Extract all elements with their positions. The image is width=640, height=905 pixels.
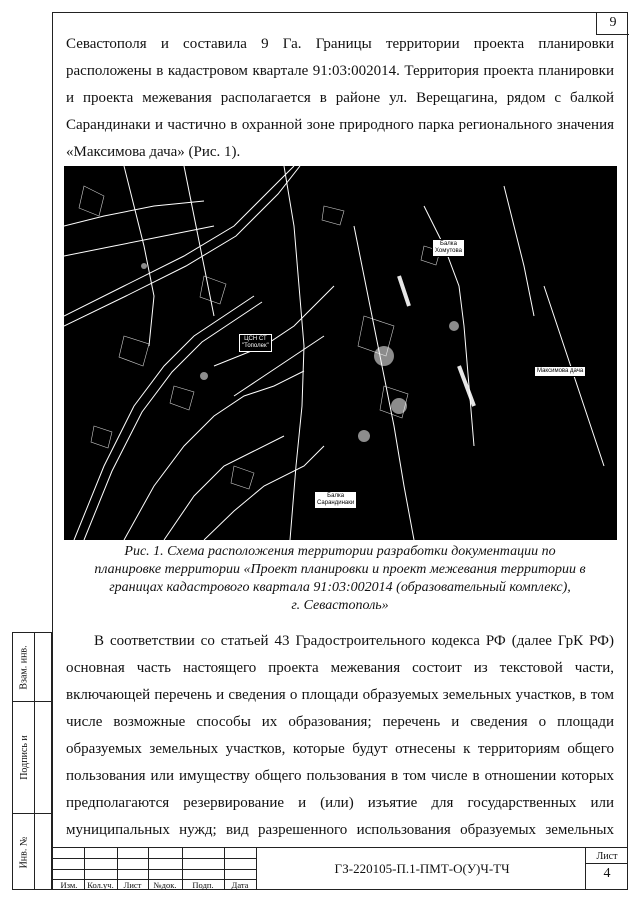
caption-line: планировке территории «Проект планировки и проект межевания территории в	[94, 562, 586, 577]
text-line: В соответствии со статьей 43 Градостроительного кодекса РФ (далее ГрК РФ)	[94, 633, 614, 649]
stamp-podpis: Подпись и	[18, 734, 30, 780]
text-line: образуемых земельных участков, которые будут отнесены к территориям общего	[66, 741, 614, 757]
stamp-inv-no: Инв. №	[18, 836, 30, 868]
sheet-number: 4	[603, 866, 611, 881]
text-line: и проекта межевания располагается в районе ул. Верещагина, рядом с балкой	[66, 90, 614, 106]
territory-map	[64, 166, 617, 540]
col-kol-uch: Кол.уч.	[87, 880, 114, 890]
map-label-maksimova-dacha: Максимова дача	[534, 366, 586, 377]
sheet-box	[585, 848, 628, 890]
text-line: пользования или имуществу общего пользования в том числе в отношении которых	[66, 768, 614, 784]
document-code: ГЗ-220105-П.1-ПМТ-О(У)Ч-ТЧ	[256, 848, 587, 890]
main-paragraph	[66, 628, 614, 844]
map-label-balka-khomutova: Балка Хомутова	[432, 239, 465, 257]
title-block	[52, 847, 628, 890]
col-izm: Изм.	[60, 880, 78, 890]
text-line: «Максимова дача» (Рис. 1).	[66, 144, 241, 160]
caption-line: Рис. 1. Схема расположения территории разработки документации по	[124, 544, 556, 559]
text-line: расположены в кадастровом квартале 91:03:002014. Территория проекта планировки	[66, 63, 614, 79]
text-line: муниципальных нужд; вид разрешенного использования образуемых земельных	[66, 822, 614, 838]
map-label-tsentr: ЦСН СТ "Тополек"	[239, 334, 272, 352]
intro-paragraph	[66, 31, 614, 166]
title-block-grid	[52, 848, 256, 890]
text-line: Севастополя и составила 9 Га. Границы территории проекта планировки	[66, 36, 614, 52]
text-line: числе возможные способы их образования; перечень и сведения о площади	[66, 714, 614, 730]
page-number: 9	[596, 12, 629, 35]
stamp-vzam-inv: Взам. инв.	[18, 644, 30, 690]
text-line: включающей перечень и сведения о площади образуемых земельных участков, в том	[66, 687, 614, 703]
left-stamp	[12, 632, 52, 890]
text-line: Сарандинаки и частично в охранной зоне природного парка регионального значения	[66, 117, 614, 133]
figure-caption	[66, 543, 614, 615]
sheet-label: Лист	[586, 850, 628, 864]
text-line: предполагаются резервирование и (или) изъятие для государственных или	[66, 795, 614, 811]
col-ndok: №док.	[153, 880, 177, 890]
text-line: основная часть настоящего проекта межевания состоит из текстовой части,	[66, 660, 614, 676]
col-data: Дата	[231, 880, 249, 890]
col-list: Лист	[123, 880, 142, 890]
caption-line: границах кадастрового квартала 91:03:002014 (образовательный комплекс),	[109, 580, 571, 595]
map-label-balka-sarandinaki: Балка Сарандинаки	[314, 491, 357, 509]
col-podp: Подп.	[192, 880, 214, 890]
caption-line: г. Севастополь»	[291, 598, 389, 613]
map-graphic	[64, 166, 617, 540]
